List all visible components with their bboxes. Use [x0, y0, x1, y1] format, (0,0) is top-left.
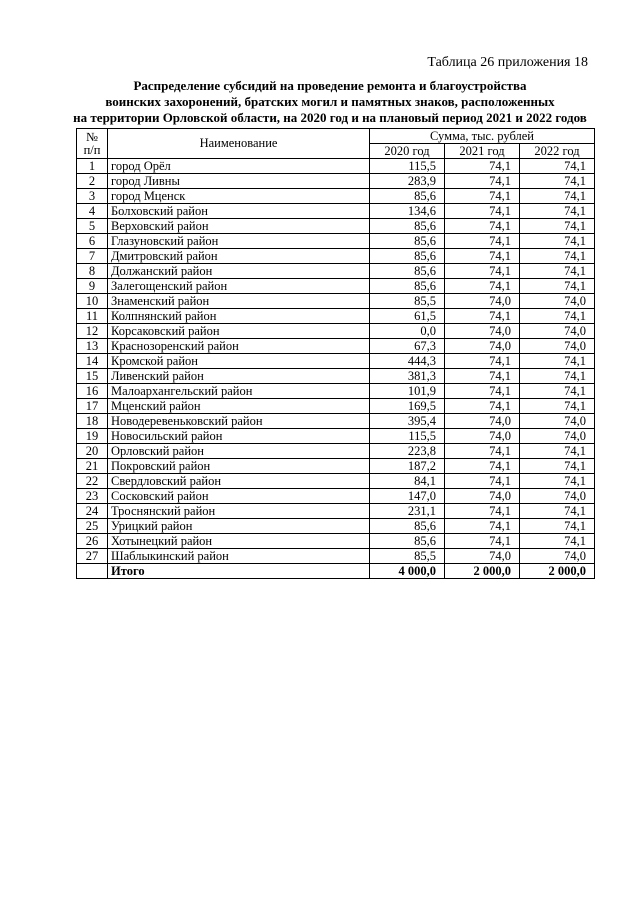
title-line-1: Распределение субсидий на проведение ремонта и благоустройства [133, 78, 527, 93]
row-value-2022: 74,1 [520, 309, 595, 324]
row-value-2021: 74,0 [445, 339, 520, 354]
row-value-2022: 74,0 [520, 414, 595, 429]
row-value-2022: 74,0 [520, 294, 595, 309]
row-value-2020: 85,6 [370, 234, 445, 249]
total-row [77, 564, 595, 579]
column-header-sum: Сумма, тыс. рублей [370, 129, 595, 144]
table-row [77, 414, 595, 429]
row-value-2021: 74,1 [445, 504, 520, 519]
row-value-2020: 85,6 [370, 189, 445, 204]
row-value-2020: 444,3 [370, 354, 445, 369]
row-name: Орловский район [108, 444, 370, 459]
row-value-2021: 74,1 [445, 264, 520, 279]
row-number: 5 [77, 219, 108, 234]
row-name: город Ливны [108, 174, 370, 189]
row-value-2021: 74,1 [445, 444, 520, 459]
row-value-2022: 74,1 [520, 534, 595, 549]
table-row [77, 474, 595, 489]
row-value-2022: 74,0 [520, 339, 595, 354]
title-line-2: воинских захоронений, братских могил и памятных знаков, расположенных [105, 94, 555, 109]
row-value-2022: 74,0 [520, 489, 595, 504]
table-row [77, 399, 595, 414]
row-number: 7 [77, 249, 108, 264]
row-value-2021: 74,0 [445, 489, 520, 504]
row-value-2021: 74,0 [445, 414, 520, 429]
table-row [77, 549, 595, 564]
table-row [77, 489, 595, 504]
row-value-2021: 74,1 [445, 399, 520, 414]
row-value-2022: 74,1 [520, 369, 595, 384]
table-row [77, 234, 595, 249]
row-number: 21 [77, 459, 108, 474]
row-name: Колпнянский район [108, 309, 370, 324]
row-value-2022: 74,1 [520, 384, 595, 399]
row-name: Знаменский район [108, 294, 370, 309]
row-value-2020: 115,5 [370, 159, 445, 174]
row-value-2022: 74,1 [520, 399, 595, 414]
row-number: 3 [77, 189, 108, 204]
row-number: 6 [77, 234, 108, 249]
row-value-2021: 74,1 [445, 189, 520, 204]
row-value-2020: 147,0 [370, 489, 445, 504]
row-value-2021: 74,1 [445, 459, 520, 474]
row-number: 19 [77, 429, 108, 444]
row-value-2022: 74,1 [520, 459, 595, 474]
row-name: Троснянский район [108, 504, 370, 519]
row-value-2021: 74,0 [445, 294, 520, 309]
total-number-cell [77, 564, 108, 579]
row-value-2020: 85,6 [370, 534, 445, 549]
row-value-2020: 84,1 [370, 474, 445, 489]
column-header-2020: 2020 год [370, 144, 445, 159]
total-value-2021: 2 000,0 [445, 564, 520, 579]
row-value-2022: 74,1 [520, 204, 595, 219]
row-name: Ливенский район [108, 369, 370, 384]
row-number: 9 [77, 279, 108, 294]
table-row [77, 189, 595, 204]
row-value-2020: 85,5 [370, 549, 445, 564]
row-name: Дмитровский район [108, 249, 370, 264]
row-value-2021: 74,1 [445, 534, 520, 549]
table-row [77, 504, 595, 519]
row-value-2022: 74,1 [520, 219, 595, 234]
table-body [77, 159, 595, 579]
document-title [60, 78, 600, 126]
column-header-number: № п/п [77, 129, 108, 159]
row-value-2020: 395,4 [370, 414, 445, 429]
row-value-2021: 74,0 [445, 549, 520, 564]
row-value-2021: 74,1 [445, 519, 520, 534]
row-name: Новосильский район [108, 429, 370, 444]
row-number: 26 [77, 534, 108, 549]
row-number: 11 [77, 309, 108, 324]
table-row [77, 384, 595, 399]
total-value-2020: 4 000,0 [370, 564, 445, 579]
row-value-2022: 74,0 [520, 429, 595, 444]
row-number: 17 [77, 399, 108, 414]
row-value-2020: 381,3 [370, 369, 445, 384]
row-number: 20 [77, 444, 108, 459]
row-value-2022: 74,1 [520, 249, 595, 264]
row-value-2020: 67,3 [370, 339, 445, 354]
row-number: 22 [77, 474, 108, 489]
row-number: 13 [77, 339, 108, 354]
row-name: Новодеревеньковский район [108, 414, 370, 429]
row-value-2021: 74,1 [445, 249, 520, 264]
row-value-2022: 74,0 [520, 324, 595, 339]
row-number: 1 [77, 159, 108, 174]
row-value-2020: 134,6 [370, 204, 445, 219]
table-row [77, 279, 595, 294]
row-number: 2 [77, 174, 108, 189]
row-number: 24 [77, 504, 108, 519]
row-value-2022: 74,1 [520, 234, 595, 249]
column-header-2021: 2021 год [445, 144, 520, 159]
table-row [77, 324, 595, 339]
row-value-2020: 85,6 [370, 519, 445, 534]
row-value-2021: 74,1 [445, 309, 520, 324]
row-name: Краснозоренский район [108, 339, 370, 354]
row-number: 12 [77, 324, 108, 339]
row-value-2020: 85,6 [370, 279, 445, 294]
table-row [77, 429, 595, 444]
row-value-2021: 74,1 [445, 234, 520, 249]
table-row [77, 294, 595, 309]
table-row [77, 204, 595, 219]
row-value-2020: 85,6 [370, 264, 445, 279]
row-name: Сосковский район [108, 489, 370, 504]
row-number: 18 [77, 414, 108, 429]
total-label: Итого [108, 564, 370, 579]
row-value-2022: 74,1 [520, 174, 595, 189]
row-name: Покровский район [108, 459, 370, 474]
table-row [77, 264, 595, 279]
row-name: Свердловский район [108, 474, 370, 489]
row-value-2020: 85,6 [370, 219, 445, 234]
row-value-2022: 74,1 [520, 279, 595, 294]
row-value-2020: 85,6 [370, 249, 445, 264]
row-value-2021: 74,1 [445, 174, 520, 189]
row-value-2021: 74,1 [445, 384, 520, 399]
row-name: Верховский район [108, 219, 370, 234]
row-value-2022: 74,1 [520, 189, 595, 204]
row-name: Малоархангельский район [108, 384, 370, 399]
table-row [77, 309, 595, 324]
row-value-2021: 74,1 [445, 369, 520, 384]
row-name: Хотынецкий район [108, 534, 370, 549]
table-row [77, 444, 595, 459]
row-value-2021: 74,1 [445, 219, 520, 234]
row-number: 10 [77, 294, 108, 309]
row-value-2020: 0,0 [370, 324, 445, 339]
table-row [77, 369, 595, 384]
row-value-2020: 187,2 [370, 459, 445, 474]
row-value-2021: 74,1 [445, 279, 520, 294]
row-value-2022: 74,1 [520, 474, 595, 489]
row-value-2022: 74,1 [520, 159, 595, 174]
row-value-2020: 101,9 [370, 384, 445, 399]
row-name: город Орёл [108, 159, 370, 174]
row-name: Болховский район [108, 204, 370, 219]
row-value-2020: 61,5 [370, 309, 445, 324]
row-value-2020: 223,8 [370, 444, 445, 459]
row-value-2021: 74,1 [445, 159, 520, 174]
row-value-2020: 115,5 [370, 429, 445, 444]
row-value-2021: 74,0 [445, 324, 520, 339]
row-value-2021: 74,0 [445, 429, 520, 444]
table-row [77, 174, 595, 189]
row-value-2021: 74,1 [445, 474, 520, 489]
table-row [77, 459, 595, 474]
table-row [77, 534, 595, 549]
row-value-2022: 74,1 [520, 354, 595, 369]
row-name: Глазуновский район [108, 234, 370, 249]
row-number: 14 [77, 354, 108, 369]
row-value-2020: 283,9 [370, 174, 445, 189]
table-row [77, 354, 595, 369]
row-value-2020: 85,5 [370, 294, 445, 309]
table-row [77, 339, 595, 354]
row-name: Корсаковский район [108, 324, 370, 339]
row-value-2020: 231,1 [370, 504, 445, 519]
row-name: Залегощенский район [108, 279, 370, 294]
row-number: 25 [77, 519, 108, 534]
table-reference: Таблица 26 приложения 18 [427, 55, 588, 70]
row-number: 27 [77, 549, 108, 564]
row-name: Урицкий район [108, 519, 370, 534]
table-row [77, 249, 595, 264]
row-name: Кромской район [108, 354, 370, 369]
row-value-2021: 74,1 [445, 204, 520, 219]
row-value-2022: 74,0 [520, 549, 595, 564]
row-number: 8 [77, 264, 108, 279]
table-row [77, 159, 595, 174]
row-value-2021: 74,1 [445, 354, 520, 369]
row-value-2022: 74,1 [520, 519, 595, 534]
row-value-2022: 74,1 [520, 444, 595, 459]
column-header-2022: 2022 год [520, 144, 595, 159]
row-name: Должанский район [108, 264, 370, 279]
row-name: Шаблыкинский район [108, 549, 370, 564]
row-value-2022: 74,1 [520, 264, 595, 279]
row-number: 16 [77, 384, 108, 399]
title-line-3: на территории Орловской области, на 2020 год и на плановый период 2021 и 2022 годов [73, 110, 587, 125]
row-value-2020: 169,5 [370, 399, 445, 414]
table-row [77, 519, 595, 534]
row-name: город Мценск [108, 189, 370, 204]
row-value-2022: 74,1 [520, 504, 595, 519]
table-row [77, 219, 595, 234]
subsidy-table [76, 128, 595, 579]
row-number: 15 [77, 369, 108, 384]
column-header-name: Наименование [108, 129, 370, 159]
row-number: 4 [77, 204, 108, 219]
total-value-2022: 2 000,0 [520, 564, 595, 579]
row-number: 23 [77, 489, 108, 504]
row-name: Мценский район [108, 399, 370, 414]
